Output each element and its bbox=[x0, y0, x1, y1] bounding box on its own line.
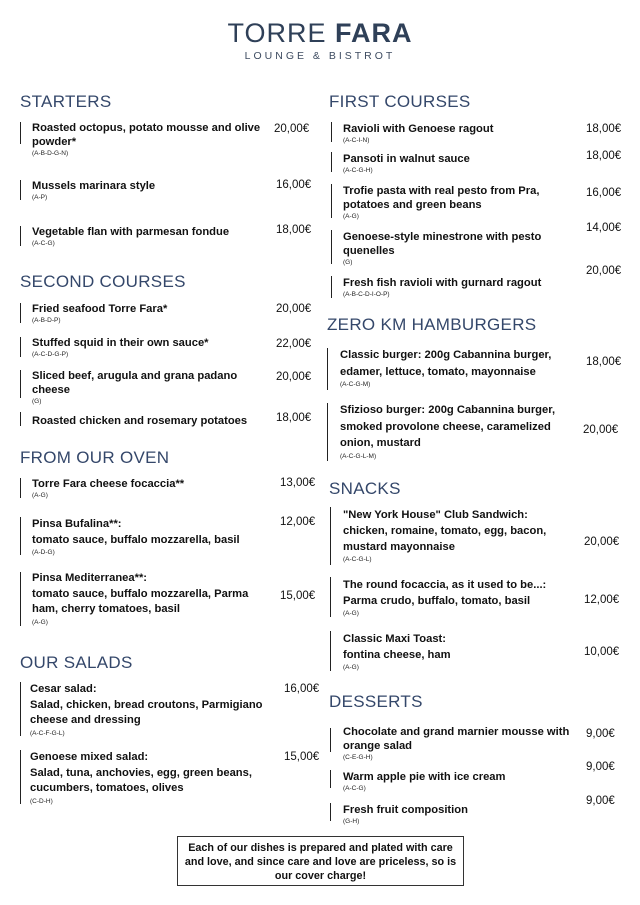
item-divider bbox=[330, 728, 331, 752]
item-divider bbox=[331, 152, 332, 172]
brand-name-light: TORRE bbox=[227, 18, 327, 48]
item-divider bbox=[20, 750, 21, 804]
item-price: 15,00€ bbox=[284, 751, 320, 763]
allergen-codes: (A-C-F-G-L) bbox=[30, 729, 65, 737]
item-divider bbox=[20, 412, 21, 426]
item-name: Sliced beef, arugula and grana padano cheese (G) bbox=[32, 369, 267, 406]
item-price: 15,00€ bbox=[280, 590, 316, 602]
allergen-codes: (A-C-G-M) bbox=[340, 381, 371, 388]
item-name: Roasted chicken and rosemary potatoes bbox=[32, 415, 248, 427]
allergen-codes: (A-C-I-N) bbox=[343, 137, 370, 144]
allergen-codes: (A-P) bbox=[32, 194, 48, 201]
item-price: 16,00€ bbox=[586, 187, 622, 199]
item-name: Classic Maxi Toast: fontina cheese, ham (A-G) bbox=[343, 631, 563, 672]
section-title-our-salads: OUR SALADS bbox=[20, 653, 133, 672]
item-price: 18,00€ bbox=[586, 356, 622, 368]
item-name: Genoese mixed salad: Salad, tuna, anchovies, egg, green beans, cucumbers, tomatoes, olives (C-D-H) bbox=[30, 750, 270, 806]
section-title-desserts: DESSERTS bbox=[329, 692, 423, 711]
item-price: 22,00€ bbox=[276, 338, 312, 350]
allergen-codes: (A-C-G) bbox=[343, 785, 366, 792]
item-price: 9,00€ bbox=[586, 761, 615, 773]
item-divider bbox=[330, 577, 331, 617]
item-name: Warm apple pie with ice cream (A-C-G) bbox=[343, 770, 573, 793]
item-name: Mussels marinara style (A-P) bbox=[32, 179, 267, 202]
item-name: Torre Fara cheese focaccia** (A-G) bbox=[32, 477, 267, 500]
brand-tagline: LOUNGE & BISTROT bbox=[244, 50, 396, 62]
item-price: 16,00€ bbox=[284, 683, 320, 695]
item-name: The round focaccia, as it used to be...: Parma crudo, buffalo, tomato, basil (A-G) bbox=[343, 577, 571, 618]
item-description: tomato sauce, buffalo mozzarella, basil bbox=[32, 534, 240, 546]
item-divider bbox=[327, 403, 328, 461]
item-divider bbox=[330, 631, 331, 671]
item-divider bbox=[20, 337, 21, 357]
item-description: fontina cheese, ham bbox=[343, 649, 451, 661]
allergen-codes: (A-C-G-L-M) bbox=[340, 452, 377, 460]
item-description: tomato sauce, buffalo mozzarella, Parma ham, cherry tomatoes, basil bbox=[32, 587, 249, 615]
item-price: 14,00€ bbox=[586, 222, 622, 234]
item-description: Salad, chicken, bread croutons, Parmigiano cheese and dressing bbox=[30, 698, 263, 726]
item-name: Pinsa Mediterranea**: tomato sauce, buffalo mozzarella, Parma ham, cherry tomatoes, basil (A-G) bbox=[32, 571, 252, 627]
section-title-starters: STARTERS bbox=[20, 92, 112, 111]
item-divider bbox=[20, 682, 21, 736]
brand-name-bold: FARA bbox=[335, 18, 413, 48]
item-price: 13,00€ bbox=[280, 477, 316, 489]
item-name: "New York House" Club Sandwich: chicken, romaine, tomato, egg, bacon, mustard mayonnaise (A-C-G-L) bbox=[343, 507, 563, 564]
section-title-snacks: SNACKS bbox=[329, 479, 401, 498]
allergen-codes: (A-C-G-H) bbox=[343, 167, 373, 174]
logo bbox=[0, 18, 640, 62]
item-price: 20,00€ bbox=[276, 371, 312, 383]
allergen-codes: (A-G) bbox=[343, 213, 359, 220]
section-title-zero-km-hamburgers: ZERO KM HAMBURGERS bbox=[327, 315, 537, 334]
item-name: Roasted octopus, potato mousse and olive powder* (A-B-D-G-N) bbox=[32, 121, 267, 158]
allergen-codes: (A-G) bbox=[343, 664, 359, 671]
item-name: Fresh fruit composition (G-H) bbox=[343, 803, 573, 826]
item-divider bbox=[330, 770, 331, 788]
cover-charge-note: Each of our dishes is prepared and plated with care and love, and since care and love are priceless, so is our cover charge! bbox=[177, 836, 464, 886]
item-name: Pinsa Bufalina**: tomato sauce, buffalo mozzarella, basil (A-D-G) bbox=[32, 516, 267, 557]
item-name: Pansoti in walnut sauce (A-C-G-H) bbox=[343, 152, 563, 175]
item-name: Fried seafood Torre Fara* (A-B-D-P) bbox=[32, 302, 267, 325]
allergen-codes: (C-D-H) bbox=[30, 797, 53, 805]
item-divider bbox=[331, 276, 332, 298]
allergen-codes: (A-C-G) bbox=[32, 240, 55, 247]
item-divider bbox=[331, 230, 332, 264]
brand-name bbox=[0, 18, 640, 48]
item-name: Genoese-style minestrone with pesto quenelles (G) bbox=[343, 230, 558, 267]
item-name: Trofie pasta with real pesto from Pra, potatoes and green beans (A-G) bbox=[343, 184, 558, 221]
allergen-codes: (A-C-D-G-P) bbox=[32, 351, 69, 358]
item-description: chicken, romaine, tomato, egg, bacon, mustard mayonnaise bbox=[343, 525, 547, 553]
item-name: Ravioli with Genoese ragout (A-C-I-N) bbox=[343, 122, 563, 145]
item-divider bbox=[20, 122, 21, 144]
section-title-first-courses: FIRST COURSES bbox=[329, 92, 471, 111]
section-title-second-courses: SECOND COURSES bbox=[20, 272, 186, 291]
item-divider bbox=[20, 303, 21, 323]
item-price: 20,00€ bbox=[583, 424, 619, 436]
allergen-codes: (A-D-G) bbox=[32, 549, 55, 556]
item-divider bbox=[330, 507, 331, 565]
allergen-codes: (A-G) bbox=[32, 618, 48, 626]
item-price: 18,00€ bbox=[276, 224, 312, 236]
item-price: 20,00€ bbox=[274, 123, 310, 135]
section-title-from-our-oven: FROM OUR OVEN bbox=[20, 448, 170, 467]
item-price: 9,00€ bbox=[586, 728, 615, 740]
allergen-codes: (C-E-G-H) bbox=[343, 754, 373, 761]
item-divider bbox=[20, 180, 21, 200]
item-price: 18,00€ bbox=[276, 412, 312, 424]
allergen-codes: (A-G) bbox=[32, 492, 48, 499]
item-price: 18,00€ bbox=[586, 150, 622, 162]
item-name: Fresh fish ravioli with gurnard ragout (A-B-C-D-I-O-P) bbox=[343, 276, 568, 299]
item-divider bbox=[327, 348, 328, 390]
item-divider bbox=[20, 517, 21, 555]
item-price: 18,00€ bbox=[586, 123, 622, 135]
item-price: 20,00€ bbox=[586, 265, 622, 277]
item-name: Cesar salad: Salad, chicken, bread croutons, Parmigiano cheese and dressing (A-C-F-G-L) bbox=[30, 682, 270, 738]
item-divider bbox=[331, 122, 332, 142]
item-name: Vegetable flan with parmesan fondue (A-C-G) bbox=[32, 225, 267, 248]
item-divider bbox=[20, 226, 21, 246]
item-price: 12,00€ bbox=[280, 516, 316, 528]
allergen-codes: (A-C-G-L) bbox=[343, 556, 372, 563]
item-price: 16,00€ bbox=[276, 179, 312, 191]
item-divider bbox=[20, 478, 21, 498]
item-name: Classic burger: 200g Cabannina burger, edamer, lettuce, tomato, mayonnaise (A-C-G-M) bbox=[340, 347, 565, 389]
item-name: Chocolate and grand marnier mousse with orange salad (C-E-G-H) bbox=[343, 725, 578, 762]
allergen-codes: (A-B-D-G-N) bbox=[32, 150, 69, 157]
item-description: Salad, tuna, anchovies, egg, green beans, cucumbers, tomatoes, olives bbox=[30, 766, 252, 794]
item-divider bbox=[20, 572, 21, 626]
item-name: Stuffed squid in their own sauce* (A-C-D-G-P) bbox=[32, 336, 267, 359]
allergen-codes: (A-B-C-D-I-O-P) bbox=[343, 291, 390, 298]
item-price: 10,00€ bbox=[584, 646, 620, 658]
item-divider bbox=[331, 184, 332, 218]
allergen-codes: (A-G) bbox=[343, 610, 359, 617]
allergen-codes: (G) bbox=[343, 259, 353, 266]
allergen-codes: (A-B-D-P) bbox=[32, 317, 61, 324]
allergen-codes: (G-H) bbox=[343, 818, 360, 825]
item-price: 9,00€ bbox=[586, 795, 615, 807]
item-price: 20,00€ bbox=[276, 303, 312, 315]
item-description: Parma crudo, buffalo, tomato, basil bbox=[343, 595, 531, 607]
item-divider bbox=[330, 803, 331, 821]
item-price: 20,00€ bbox=[584, 536, 620, 548]
item-divider bbox=[20, 370, 21, 398]
item-price: 12,00€ bbox=[584, 594, 620, 606]
allergen-codes: (G) bbox=[32, 398, 42, 405]
item-name: Sfizioso burger: 200g Cabannina burger, smoked provolone cheese, caramelized onion, mustard (A-C-G-L-M) bbox=[340, 402, 570, 461]
